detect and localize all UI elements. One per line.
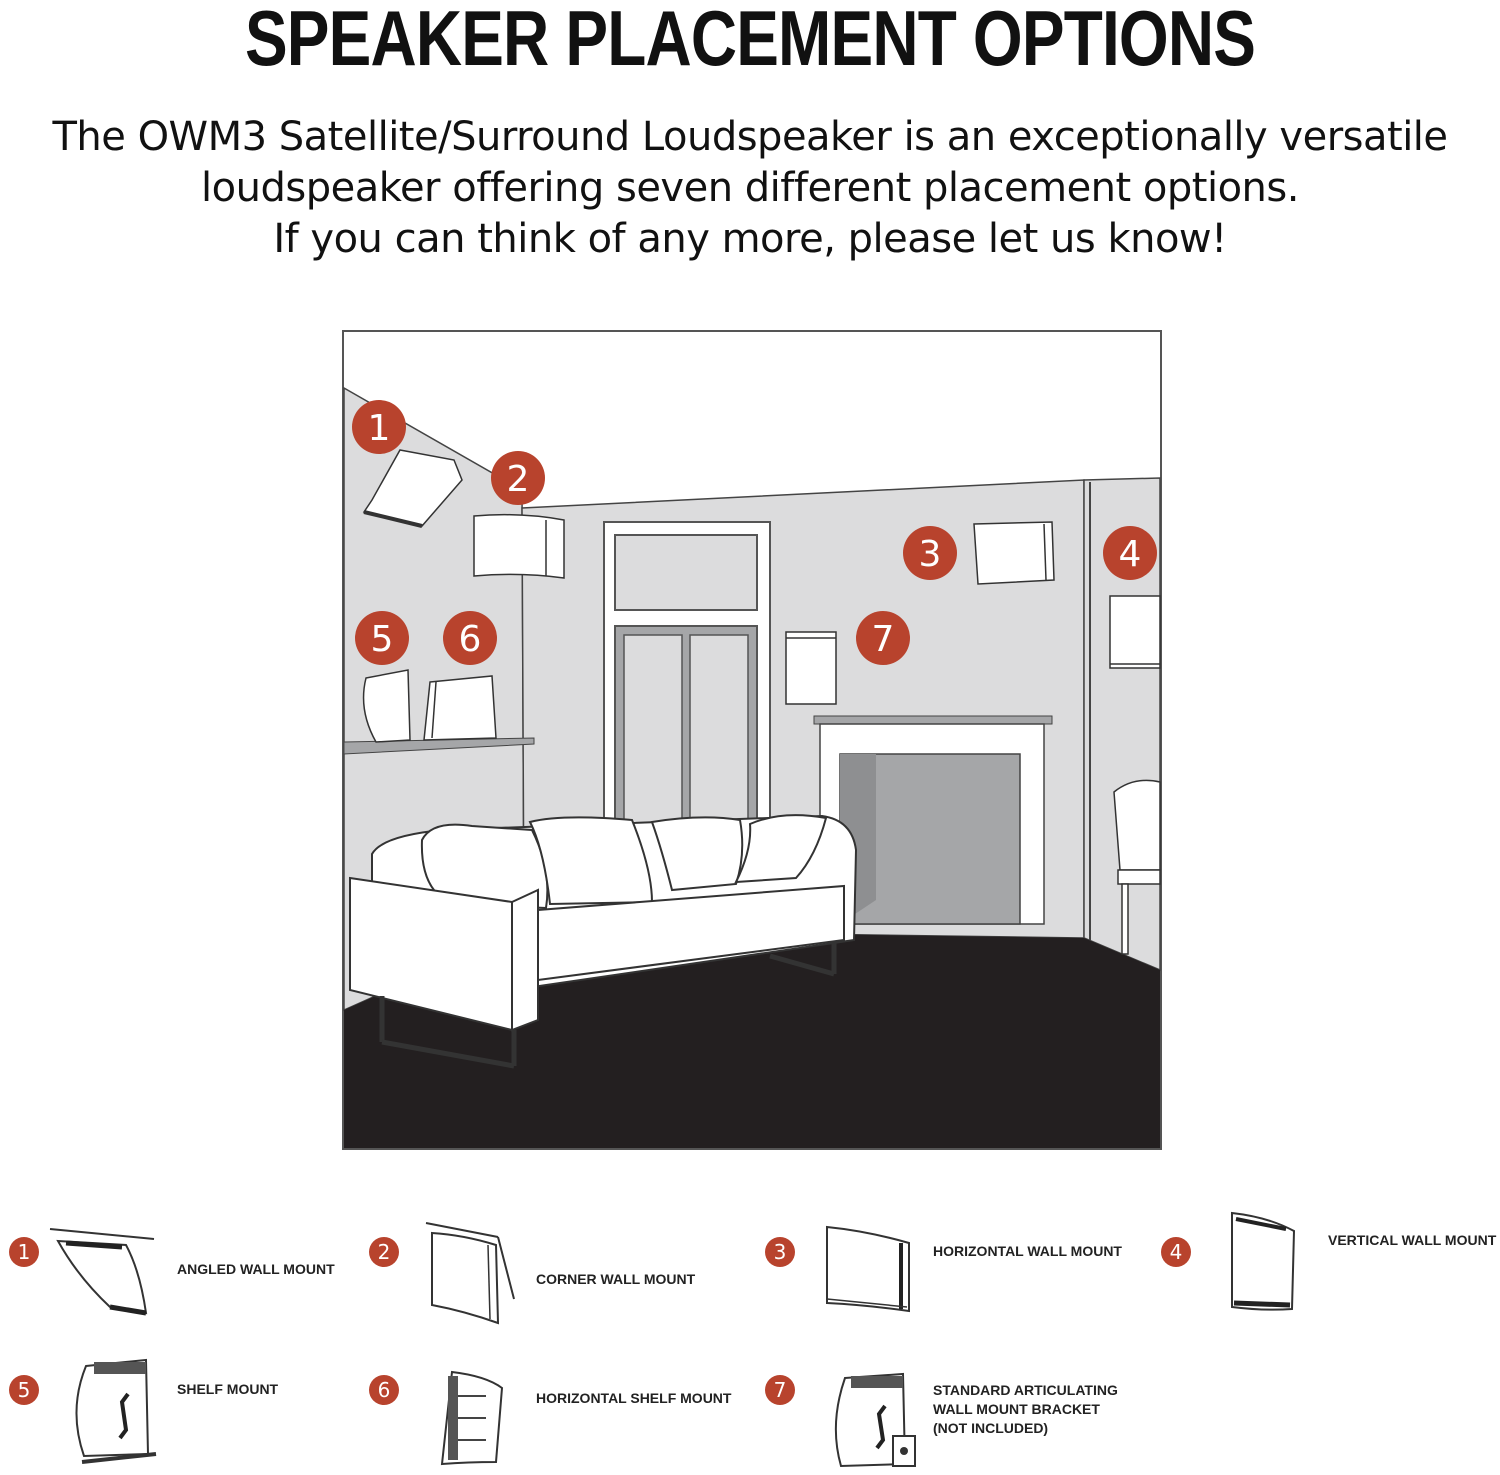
scene-badge <box>856 611 910 665</box>
intro-text <box>0 112 1500 265</box>
scene-badge <box>443 611 497 665</box>
page-title: SPEAKER PLACEMENT OPTIONS <box>244 0 1256 82</box>
legend-label <box>177 1260 335 1279</box>
scene-badge <box>903 526 957 580</box>
legend-label <box>933 1381 1118 1438</box>
room-illustration <box>342 330 1162 1150</box>
svg-text:7: 7 <box>871 619 895 660</box>
svg-text:1: 1 <box>367 408 391 449</box>
svg-text:5: 5 <box>370 619 394 660</box>
svg-text:3: 3 <box>918 534 942 575</box>
horizontal-speaker-icon <box>821 1221 917 1321</box>
scene-badge <box>355 611 409 665</box>
legend-item-vertical <box>1150 1205 1500 1325</box>
legend-label-line: HORIZONTAL WALL MOUNT <box>933 1243 1122 1259</box>
legend-label-line: WALL MOUNT BRACKET <box>933 1401 1100 1417</box>
intro-line: loudspeaker offering seven different placement options. <box>201 165 1299 211</box>
legend-item-horizontal <box>755 1215 1150 1335</box>
legend-label-line: (NOT INCLUDED) <box>933 1420 1049 1436</box>
legend-label-line: HORIZONTAL SHELF MOUNT <box>536 1390 732 1406</box>
legend-label-line: SHELF MOUNT <box>177 1381 279 1397</box>
legend-badge: 4 <box>1161 1237 1191 1267</box>
legend-badge: 3 <box>765 1237 795 1267</box>
svg-text:6: 6 <box>458 619 482 660</box>
legend-item-angled <box>0 1215 360 1335</box>
speaker-shelf <box>364 670 410 742</box>
legend-label <box>536 1389 731 1408</box>
scene-badge <box>491 451 545 505</box>
speaker-vertical <box>1110 596 1160 668</box>
svg-text:4: 4 <box>1118 534 1142 575</box>
legend-label-line: ANGLED WALL MOUNT <box>177 1261 335 1277</box>
legend-label-line: STANDARD ARTICULATING <box>933 1382 1118 1398</box>
legend-label <box>933 1242 1122 1261</box>
legend-badge: 5 <box>9 1375 39 1405</box>
speaker-bracket <box>786 632 836 704</box>
horizontal-shelf-speaker-icon <box>438 1366 510 1470</box>
angled-speaker-icon <box>48 1221 158 1321</box>
legend-badge: 6 <box>369 1375 399 1405</box>
speaker-horizontal <box>974 522 1054 584</box>
intro-line: The OWM3 Satellite/Surround Loudspeaker is an exceptionally versatile <box>52 114 1448 160</box>
scene-badge <box>352 400 406 454</box>
speaker-horizontal-shelf <box>424 676 496 740</box>
legend-badge: 7 <box>765 1375 795 1405</box>
intro-line: If you can think of any more, please let us know! <box>273 216 1227 262</box>
shelf-speaker-icon <box>68 1354 160 1472</box>
corner-speaker-icon <box>424 1219 524 1331</box>
svg-text:2: 2 <box>506 459 530 500</box>
legend-item-bracket <box>755 1350 1150 1475</box>
vertical-speaker-icon <box>1224 1207 1306 1319</box>
legend-label-line: CORNER WALL MOUNT <box>536 1271 696 1287</box>
legend-badge: 1 <box>9 1237 39 1267</box>
speaker-corner <box>474 515 564 578</box>
legend-badge: 2 <box>369 1237 399 1267</box>
legend-label <box>177 1380 278 1399</box>
legend-label-line: VERTICAL WALL MOUNT <box>1328 1232 1497 1248</box>
bracket-speaker-icon <box>831 1370 927 1474</box>
legend-item-shelf <box>0 1350 360 1475</box>
legend-label <box>536 1270 695 1289</box>
legend-label <box>1328 1231 1496 1250</box>
legend-item-horizontal-shelf <box>360 1350 750 1475</box>
legend-item-corner <box>360 1215 750 1335</box>
scene-badge <box>1103 526 1157 580</box>
